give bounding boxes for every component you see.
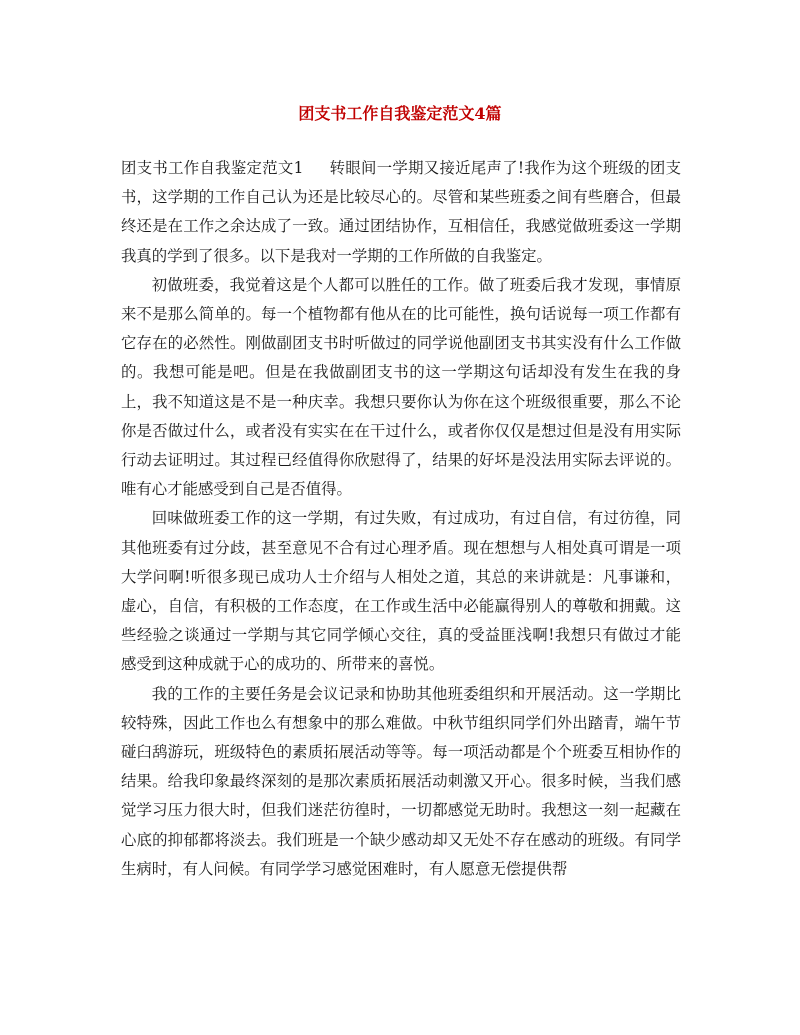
document-title: 团支书工作自我鉴定范文4篇: [298, 104, 502, 123]
paragraph-4: 我的工作的主要任务是会议记录和协助其他班委组织和开展活动。这一学期比较特殊，因此工作也么有想象中的那么难做。中秋节组织同学们外出踏青，端午节碰臼鸹游玩，班级特色的素质拓展活动等等。每一项活动都是个个班委互相协作的结果。给我印象最终深刻的是那次素质拓展活动刺激又开心。很多时候，当我们感觉学习压力很大时，但我们迷茫彷徨时，一切都感觉无助时。我想这一刻一起藏在心底的抑郁都将淡去。我们班是一个缺少感动却又无处不存在感动的班级。有同学生病时，有人问候。有同学学习感觉困难时，有人愿意无偿提供帮: [121, 684, 681, 878]
paragraph-1-text: 转眼间一学期又接近尾声了!我作为这个班级的团支书，这学期的工作自己认为还是比较尽心的。尽管和某些班委之间有些磨合，但最终还是在工作之余达成了一致。通过团结协作，互相信任，我感觉做班委这一学期我真的学到了很多。以下是我对一学期的工作所做的自我鉴定。: [121, 159, 682, 265]
document-body: [121, 154, 681, 884]
paragraph-1: [121, 154, 681, 271]
paragraph-1-label: 团支书工作自我鉴定范文1: [121, 159, 304, 177]
paragraph-3: 回味做班委工作的这一学期，有过失败，有过成功，有过自信，有过彷徨，同其他班委有过分歧，甚至意见不合有过心理矛盾。现在想想与人相处真可谓是一项大学问啊!听很多现已成功人士介绍与人相处之道，其总的来讲就是：凡事谦和，虚心，自信，有积极的工作态度，在工作或生活中必能赢得别人的尊敬和拥戴。这些经验之谈通过一学期与其它同学倾心交往，真的受益匪浅啊!我想只有做过才能感受到这种成就于心的成功的、所带来的喜悦。: [121, 509, 681, 674]
paragraph-2: 初做班委，我觉着这是个人都可以胜任的工作。做了班委后我才发现，事情原来不是那么简单的。每一个植物都有他从在的比可能性，换句话说每一项工作都有它存在的必然性。刚做副团支书时听做过的同学说他副团支书其实没有什么工作做的。我想可能是吧。但是在我做副团支书的这一学期这句话却没有发生在我的身上，我不知道这是不是一种庆幸。我想只要你认为你在这个班级很重要，那么不论你是否做过什么，或者没有实实在在干过什么，或者你仅仅是想过但是没有用实际行动去证明过。其过程已经值得你欣慰得了，结果的好坏是没法用实际去评说的。唯有心才能感受到自己是否值得。: [121, 275, 681, 499]
